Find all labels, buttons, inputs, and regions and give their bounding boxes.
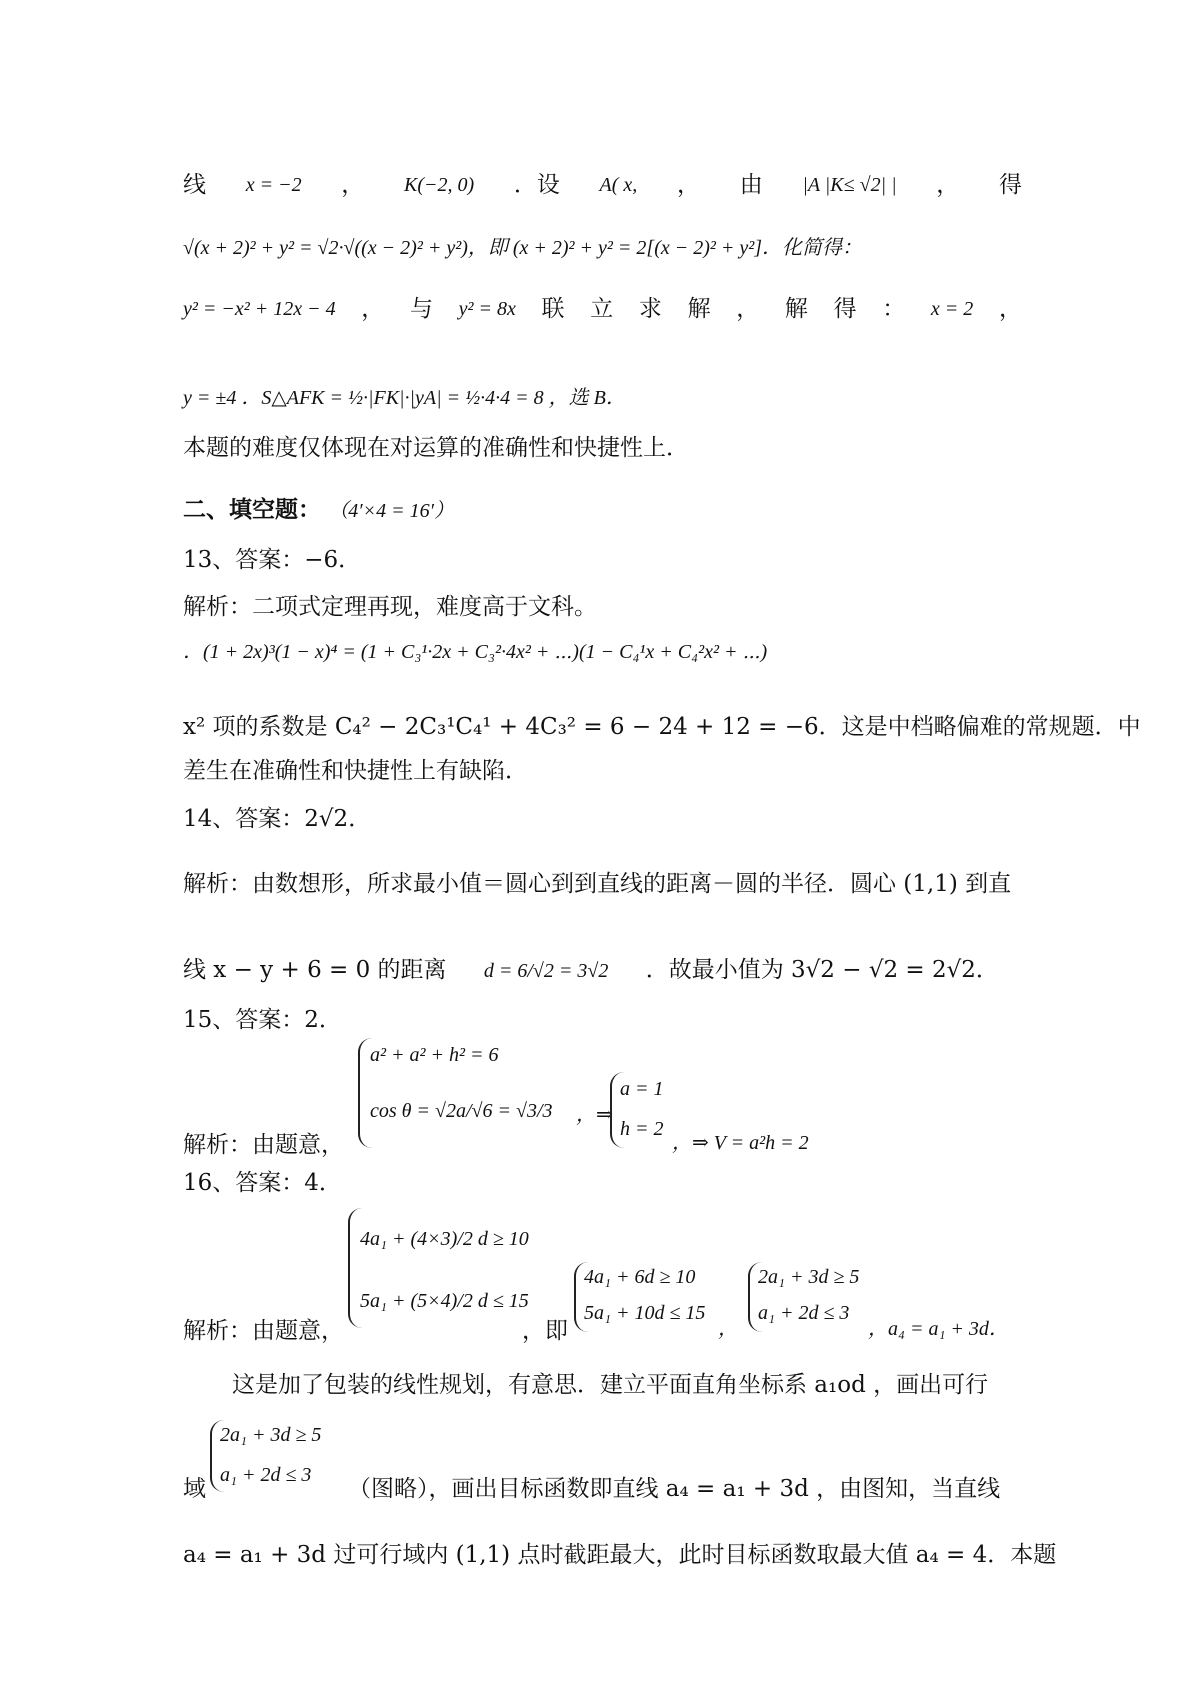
l1-token: x = −2 <box>245 174 302 196</box>
line-2 <box>183 232 1022 263</box>
section-score: （4′×4 = 16′） <box>328 500 455 522</box>
l2-text: √(x + 2)² + y² = √2·√((x − 2)² + y²)，即 (x + 2)² + y² = 2[(x − 2)² + y²]．化简得： <box>183 237 863 259</box>
q13-answer-text: 13、答案：−6． <box>183 547 362 573</box>
l3-token: 立 <box>590 296 614 322</box>
l3-token: ， <box>736 296 760 322</box>
l1-token: |A |K≤ √2| | <box>802 174 897 196</box>
q16-region-row2: a₁ + 2d ≤ 3 <box>220 1464 312 1486</box>
q13-expansion <box>183 636 1022 667</box>
q16-sys3-row2: a₁ + 2d ≤ 3 <box>758 1302 850 1324</box>
l3-token: 联 <box>541 296 565 322</box>
q14-d-formula: d = 6/√2 = 3√2 <box>483 960 609 982</box>
l1-token: A( x, <box>599 174 638 196</box>
q15-sys1-row2: cos θ = √2a/√6 = √3/3 <box>370 1100 553 1122</box>
l3-token: y² = −x² + 12x − 4 <box>183 298 336 320</box>
l3-token: x = 2 <box>930 298 974 320</box>
l1-token: 线 <box>183 172 206 198</box>
q16-last-text: a₄ = a₁ + 3d 过可行域内 (1,1) 点时截距最大，此时目标函数取最大值 a₄ = 4．本题 <box>183 1542 1057 1568</box>
q16-para1 <box>232 1370 1022 1400</box>
q14-answer-text: 14、答案：2√2． <box>183 806 372 832</box>
q15-result: ，⇒ V = a²h = 2 <box>672 1132 809 1154</box>
q13-analysis <box>183 592 1022 622</box>
q16-region-prefix: 域 <box>183 1476 206 1502</box>
q16-ji: ，即 <box>522 1318 568 1344</box>
l1-token: 得 <box>998 172 1022 198</box>
q15-sys2-row2: h = 2 <box>620 1118 664 1140</box>
q13-coef-text: x² 项的系数是 C₄² − 2C₃¹C₄¹ + 4C₃² = 6 − 24 + 12 = −6．这是中档略偏难的常规题．中 <box>183 714 1141 740</box>
line-1 <box>183 170 1022 200</box>
l3-token: ， <box>361 296 385 322</box>
l1-token: ， <box>936 172 960 198</box>
q16-answer-text: 16、答案：4． <box>183 1170 342 1196</box>
l1-token: K(−2, 0) <box>403 174 475 196</box>
q14-suffix: ．故最小值为 3√2 − √2 = 2√2． <box>645 957 999 983</box>
q15-answer <box>183 1005 1022 1035</box>
l3-token: 得 <box>833 296 857 322</box>
q15-sys1-row1: a² + a² + h² = 6 <box>370 1044 499 1066</box>
l4-text: y = ±4 ．S△AFK = ½·|FK|·|yA| = ½·4·4 = 8 ，选 B． <box>183 387 626 409</box>
q16-sys1-row1: 4a₁ + (4×3)/2 d ≥ 10 <box>360 1228 529 1250</box>
line-3 <box>183 294 1022 324</box>
q16-label: 解析：由题意， <box>183 1318 344 1344</box>
line-5 <box>183 433 1022 463</box>
l3-token: ： <box>882 296 906 322</box>
l3-token: 解 <box>784 296 808 322</box>
q13-expansion-text: ．(1 + 2x)³(1 − x)⁴ = (1 + C₃¹·2x + C₃²·4x² + ⋯)(1 − C₄¹x + C₄²x² + ⋯) <box>183 641 768 663</box>
l3-token: 与 <box>409 296 433 322</box>
l3-token: y² = 8x <box>458 298 516 320</box>
q13-note-text: 差生在准确性和快捷性上有缺陷． <box>183 758 528 784</box>
q14-analysis-text: 解析：由数想形，所求最小值＝圆心到到直线的距离－圆的半径．圆心 (1,1) 到直 <box>183 871 1012 897</box>
l3-token: 求 <box>638 296 662 322</box>
q16-answer <box>183 1168 1022 1198</box>
q14-answer <box>183 804 1022 834</box>
l1-token: 由 <box>739 172 763 198</box>
q15-label: 解析：由题意， <box>183 1132 344 1158</box>
q13-answer <box>183 545 1022 575</box>
q16-para1-text: 这是加了包装的线性规划，有意思．建立平面直角坐标系 a₁od ，画出可行 <box>232 1372 989 1398</box>
q16-region-suffix: （图略），画出目标函数即直线 a₄ = a₁ + 3d ，由图知，当直线 <box>348 1476 1001 1502</box>
q13-analysis-text: 解析：二项式定理再现，难度高于文科。 <box>183 594 597 620</box>
q16-sys3-row1: 2a₁ + 3d ≥ 5 <box>758 1266 860 1288</box>
q16-target: ，a₄ = a₁ + 3d． <box>868 1318 1009 1340</box>
l1-token: ， <box>341 172 365 198</box>
q16-last-line <box>183 1540 1057 1570</box>
q16-comma: ， <box>718 1318 738 1340</box>
q13-note <box>183 756 1022 786</box>
l1-token: ， <box>677 172 701 198</box>
l3-token: 解 <box>687 296 711 322</box>
section-title: 二、填空题： <box>183 497 321 523</box>
line-4 <box>183 382 1022 413</box>
l5-text: 本题的难度仅体现在对运算的准确性和快捷性上． <box>183 435 689 461</box>
q16-sys2-row1: 4a₁ + 6d ≥ 10 <box>584 1266 696 1288</box>
section-heading <box>183 495 1022 526</box>
q13-coefficient <box>183 712 1141 742</box>
q16-sys1-row2: 5a₁ + (5×4)/2 d ≤ 15 <box>360 1290 529 1312</box>
q16-region-row1: 2a₁ + 3d ≥ 5 <box>220 1424 322 1446</box>
q15-implies: ，⇒ <box>576 1104 613 1126</box>
l1-token: ．设 <box>513 172 560 198</box>
q15-sys2-row1: a = 1 <box>620 1078 664 1100</box>
q14-prefix: 线 x − y + 6 = 0 的距离 <box>183 957 447 983</box>
q14-distance-line <box>183 955 1022 986</box>
l3-token: ， <box>998 296 1022 322</box>
q15-answer-text: 15、答案：2． <box>183 1007 342 1033</box>
q14-analysis <box>183 869 1022 899</box>
q16-sys2-row2: 5a₁ + 10d ≤ 15 <box>584 1302 706 1324</box>
